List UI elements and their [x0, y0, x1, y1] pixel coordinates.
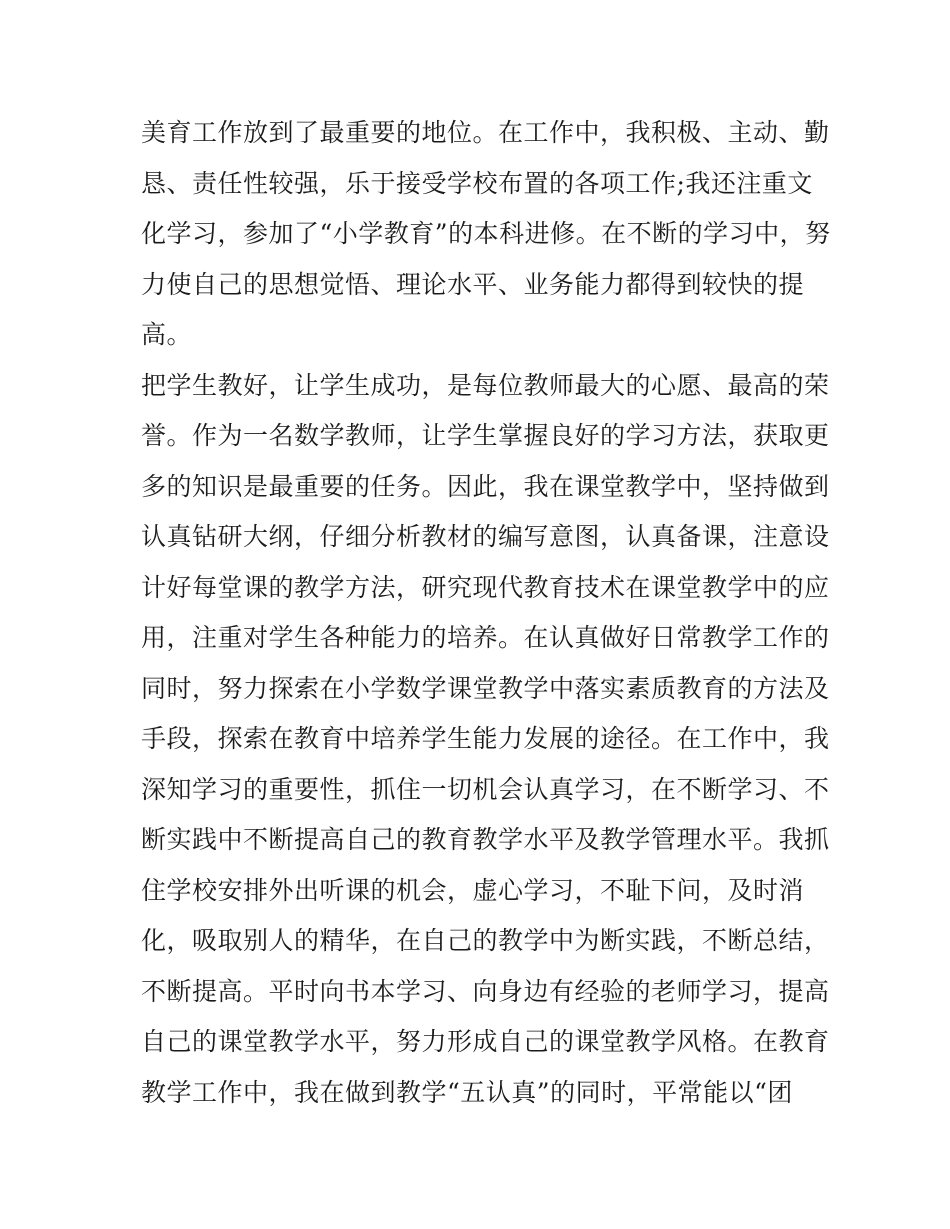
- text-line: 自己的课堂教学水平，努力形成自己的课堂教学风格。在教育: [141, 1027, 830, 1056]
- text-line: 美育工作放到了最重要的地位。在工作中，我积极、主动、勤: [141, 118, 830, 147]
- text-line: 认真钻研大纲，仔细分析教材的编写意图，认真备课，注意设: [141, 522, 830, 551]
- paragraph-1: [141, 108, 831, 361]
- text-line: 化，吸取别人的精华，在自己的教学中为断实践，不断总结，: [141, 926, 830, 955]
- text-line: 断实践中不断提高自己的教育教学水平及教学管理水平。我抓: [141, 825, 830, 854]
- text-line: 不断提高。平时向书本学习、向身边有经验的老师学习，提高: [141, 976, 830, 1006]
- text-line: 多的知识是最重要的任务。因此，我在课堂教学中，坚持做到: [141, 471, 830, 501]
- text-line: 同时，努力探索在小学数学课堂教学中落实素质教育的方法及: [141, 673, 830, 703]
- text-line: 把学生教好，让学生成功，是每位教师最大的心愿、最高的荣: [141, 370, 830, 400]
- text-line: 化学习，参加了“小学教育”的本科进修。在不断的学习中，努: [141, 219, 831, 248]
- text-line: 高。: [141, 320, 193, 349]
- paragraph-2: [141, 361, 830, 1119]
- text-line: 誉。作为一名数学教师，让学生掌握良好的学习方法，获取更: [141, 421, 830, 450]
- text-line: 力使自己的思想觉悟、理论水平、业务能力都得到较快的提: [141, 269, 805, 299]
- document-body: [141, 108, 831, 1118]
- text-line: 用，注重对学生各种能力的培养。在认真做好日常教学工作的: [141, 623, 830, 652]
- text-line: 恳、责任性较强，乐于接受学校布置的各项工作;我还注重文: [141, 168, 813, 198]
- text-line: 教学工作中，我在做到教学“五认真”的同时，平常能以“团: [141, 1077, 793, 1107]
- text-line: 手段，探索在教育中培养学生能力发展的途径。在工作中，我: [141, 724, 830, 753]
- text-line: 深知学习的重要性，抓住一切机会认真学习，在不断学习、不: [141, 774, 830, 804]
- text-line: 住学校安排外出听课的机会，虚心学习，不耻下问，及时消: [141, 875, 805, 905]
- text-line: 计好每堂课的教学方法，研究现代教育技术在课堂教学中的应: [141, 572, 830, 602]
